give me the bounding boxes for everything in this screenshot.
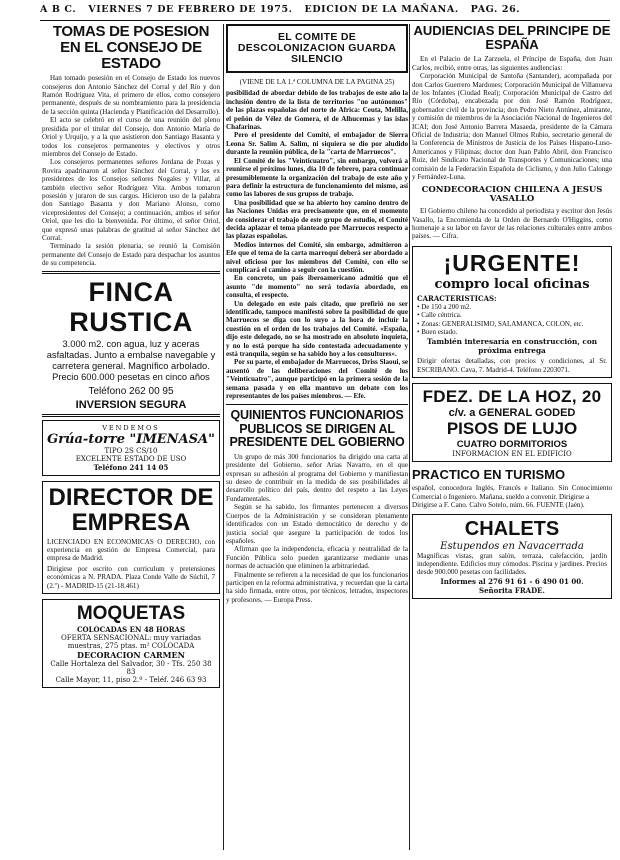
paragraph: Según se ha sabido, los firmantes pertenecen a diversos Cuerpos de la Administración y se consideran plenamente identificados con un Estado democrático de derecho y de justicia social que asegure la participación de todos los españoles. <box>226 503 408 545</box>
ad-title: FINCA RUSTICA <box>69 276 193 337</box>
ad-model: TIPO 2S CS/10 <box>104 446 158 455</box>
ad-chalets <box>412 514 612 599</box>
ad-address: Calle Hortaleza del Salvador, 30 - Tfs. 250 38 83 <box>50 660 212 677</box>
ad-pisos: PISOS DE LUJO <box>446 419 578 439</box>
paragraph: Afirman que la independencia, eficacia y neutralidad de la Función Pública solo pueden garantizarse mediante unas normas de actuación que eliminen la arbitrariedad. <box>226 545 408 571</box>
headline: EL COMITE DE DESCOLONIZACION GUARDA SILENCIO <box>237 31 397 66</box>
ad-address: Calle Mayor, 11, piso 2.º - Teléf. 246 63 93 <box>55 676 207 685</box>
boxed-headline <box>226 24 408 73</box>
ad-body: Magníficas vistas, gran salón, terraza, calefacción, jardín independiente. Edificios muy cómodos. Piscina y jardines. Precios desde 900.000 pesetas con facilidades. <box>417 551 607 577</box>
list-item: • De 150 a 200 m2. <box>417 302 472 311</box>
ad-practico <box>412 467 612 509</box>
list-item: • Zonas: GENERALISIMO, SALAMANCA, COLON, etc. <box>417 319 584 328</box>
ad-director <box>42 481 220 594</box>
ad-body: LICENCIADO EN ECONOMICAS O DERECHO, con experiencia en gestión de Empresa Comercial, para empresa de Madrid. <box>47 537 215 563</box>
list-item: • Calle céntrica. <box>417 311 462 320</box>
ad-title: FDEZ. DE LA HOZ, 20 <box>422 387 602 407</box>
article-condecoracion <box>412 186 612 240</box>
article-posesion <box>42 24 220 268</box>
paragraph: Pero el presidente del Comité, el embajador de Sierra Leona Sr. Salim A. Salim, ni siquiera se dio por aludido durante la reunión pública, de la "carta de Marruecos". <box>226 131 408 157</box>
ad-note: También interesaría en construcción, con próxima entrega <box>426 337 598 355</box>
ad-finca-rustica <box>42 277 220 411</box>
ad-corner: c/v. a GENERAL GODED <box>448 407 576 420</box>
article-audiencias <box>412 24 612 181</box>
ad-phone: Teléfono 241 14 05 <box>93 462 169 472</box>
paragraph: El Comité de los "Veinticuatro", sin embargo, volverá a reunirse el próximo lunes, día 10 de febrero, para continuar presumiblemente la organización del trabajo de este año y para definir la estructura de funcionamiento del mismo, así como las labores de sus grupos de trabajo. <box>226 156 408 199</box>
ad-title: CHALETS <box>464 517 560 540</box>
ad-dorm: CUATRO DORMITORIOS <box>456 439 568 451</box>
paragraph: El acto se celebró en el curso de una reunión del pleno presidida por el titular del Consejo, don Antonio María de Oriol y Urquijo, y a la que asistieron don Santiago Basanta y todos los consejeros permanentes y electivos y otros miembros del Consejo de Estado. <box>42 116 220 158</box>
ad-title: MOQUETAS <box>76 603 186 625</box>
headline: TOMAS DE POSESION EN EL CONSEJO DE ESTADO <box>52 24 210 72</box>
divider <box>226 404 408 405</box>
ad-tag: INVERSION SEGURA <box>75 398 187 411</box>
paragraph: Corporación Municipal de Santoña (Santander), acompañada por don Carlos Guerrero Mardones; Corporación Municipal de Villanueva de los Infantes (Ciudad Real); Corporación Municipal de Castro del Río (Córdoba), encabezada por don José Ramón Rodríguez, gobernador civil de la provincia; don Pedro Nieto Antúnez, almirante, y comisión de miembros de la Asociación Nacional de Ingenieros del ICAI; don José Antonio Barrera Masaeda, presidente de la Cámara Oficial de Industria; don Manuel Olmos Rubio, secretario general de la Conferencia de Ministros de Justicia de los Países Hispano-Luso-Americanos y Filipinas; doctor don Juan Pablo Abril, don Francisco Ruiz, del Sindicato Nacional de Transportes y Comunicaciones; una comisión de la Federación Española de Ciclismo, y don Julio Calonge y Fernández-Luna. <box>412 72 612 181</box>
ad-phone: Teléfono 262 00 95 <box>88 385 174 397</box>
paragraph: El Gobierno chileno ha concedido al periodista y escritor don Jesús Vasallo, la Encomienda de la Orden de Bernardo O'Higgins, como homenaje a su labor en favor de las relaciones culturales entre ambos países. — Cifra. <box>412 207 612 241</box>
paragraph: En el Palacio de La Zarzuela, el Príncipe de España, don Juan Carlos, recibió, entre otras, las siguientes audiencias: <box>412 55 612 72</box>
paragraph: Terminado la sesión plenaria, se reunió la Comisión permanente del Consejo de Estado para despachar los asuntos de su competencia. <box>42 242 220 268</box>
ad-contact: Dirigirse por escrito con curriculum y pretensiones económicas a N. PRADA. Plaza Conde Valle de Súchil, 7 (2.º) - MADRID-15 (21-18.461) <box>47 564 215 590</box>
paragraph: Han tomado posesión en el Consejo de Estado los nuevos consejeros don Antonio Sánchez del Corral y del Río y don Ramón Rodríguez Vita, el primero de ellos, como consejero permanente, después de su nombramiento para la presidencia de la sección quinta (Hacienda y Planificación del Desarrollo). <box>42 74 220 116</box>
ad-state: EXCELENTE ESTADO DE USO <box>75 454 187 463</box>
paragraph: posibilidad de abordar debido de los trabajos de este año la inclusión dentro de la lista de territorios "no autónomos" de las plazas españolas del norte de Africa: Ceuta, Melilla, el peñón de Vélez de Gomera, el de Alhucemas y las islas Chafarinas. <box>226 89 408 132</box>
ad-urgente <box>412 246 612 378</box>
ad-subtitle: compro local oficinas <box>434 276 590 292</box>
ad-title: ¡URGENTE! <box>443 249 581 276</box>
ad-fdez-hoz <box>412 383 612 462</box>
ad-info: INFORMACION EN EL EDIFICIO <box>452 450 572 459</box>
column-divider <box>223 24 224 850</box>
column-divider <box>409 24 410 850</box>
ad-body: español, conocedora Inglés, Francés e Italiano. Sin Conocimiento Comercial o Ingeniero. Mañana, sueldo a convenir. Dirigirse a <box>412 484 612 501</box>
ad-kicker: VENDEMOS <box>102 423 160 432</box>
ad-contact: Dirigirse a F. Cano. Calvo Sotelo, núm. 66. FUENTE (Jaén). <box>412 501 585 510</box>
ad-title: Grúa-torre "IMENASA" <box>47 431 215 447</box>
paragraph: Un delegado en este país citado, que prefirió no ser identificado, tampoco manifestó sobre la posibilidad de que Marruecos se diga con lo suyo a la hora de incluir la cuestión en el orden de los trabajos del Comité. «España, dijo este delegado, no se ha mostrado en absoluto inquieta, y no lo está porque ha sido contestada adecuadamente y está tranquila, según se ha sabido hoy a los consultores». <box>226 299 408 359</box>
ad-moquetas <box>42 599 220 688</box>
ad-contact: Dirigir ofertas detalladas, con precios y condiciones, al Sr. ESCRIBANO. Cava, 7. Madrid-4. Teléfono 2203071. <box>417 357 607 374</box>
paragraph: En concreto, un país iberoamericano admitió que el asunto "de momento" no será todavía abordado, en consulta, el respecto. <box>226 274 408 300</box>
ad-firm: Señorita FRADE. <box>479 585 545 595</box>
ad-subtitle: Estupendos en Navacerrada <box>440 540 584 552</box>
ad-label: CARACTERISTICAS: <box>417 293 497 303</box>
ad-phone: Informes al 276 91 61 - 6 490 01 00. <box>440 576 584 586</box>
paragraph: Finalmente se refieren a la necesidad de que los funcionarios participen en la reforma administrativa, y recuerdan que la carta ha sido firmada, entre otros, por técnicos, letrados, inspectores y profesores. — Europa Press. <box>226 570 408 604</box>
ad-title: PRACTICO EN TURISMO <box>412 467 566 483</box>
paragraph: Una posibilidad que se ha abierto hoy camino dentro de las Naciones Unidas era precisamente que, en el momento de considerar el trabajo de este grupo de estudio, el Comité decida aplazar el tema planteado por Marruecos respecto a las plazas españolas. <box>226 198 408 241</box>
continuation-note: (VIENE DE LA 1.ª COLUMNA DE LA PAGINA 25) <box>239 78 395 87</box>
column-left <box>42 24 220 852</box>
headline: AUDIENCIAS DEL PRINCIPE DE ESPAÑA <box>413 24 611 52</box>
column-center <box>226 24 408 852</box>
header-rule <box>40 20 610 21</box>
list-item: • Buen estado. <box>417 328 458 337</box>
divider <box>42 414 220 417</box>
paragraph: Medios internos del Comité, sin embargo, admitieron a Efe que el tema de la carta marroquí deberá ser abordado a nivel oficioso por los miembros del Comité, con ello se complicará el camino a seguir con la cuestión. <box>226 240 408 274</box>
headline: QUINIENTOS FUNCIONARIOS PUBLICOS SE DIRIGEN AL PRESIDENTE DEL GOBIERNO <box>229 408 405 449</box>
column-right <box>412 24 612 852</box>
masthead: A B C. <box>40 4 77 15</box>
page-header <box>40 4 600 20</box>
date: VIERNES 7 DE FEBRERO DE 1975. <box>88 4 293 15</box>
page-number: PAG. 26. <box>470 4 521 15</box>
headline: CONDECORACION CHILENA A JESUS VASALLO <box>421 185 603 205</box>
paragraph: Por su parte, el embajador de Marruecos, Driss Slaoui, se ausentó de las deliberaciones del Comité de los "Veinticuatro", aunque participó en la primera sesión de la semana pasada y en ella mantuvo un debate con los representantes de los países miembros. — Efe. <box>226 358 408 401</box>
ad-body: 3.000 m2. con agua, luz y aceras asfaltadas. Junto a embalse navegable y carretera general. Magnífico arbolado. Precio 600.000 pesetas en cinco años <box>46 338 216 382</box>
ad-line: OFERTA SENSACIONAL: muy variadas muestras, 275 ptas. m² COLOCADA <box>60 634 202 651</box>
ad-brand: DECORACION CARMEN <box>77 650 185 661</box>
edition: EDICION DE LA MAÑANA. <box>304 4 459 15</box>
divider <box>42 271 220 274</box>
paragraph: Los consejeros permanentes señores Jordana de Pozas y Rovira apadrinaron al señor Sánchez del Corral, y los ex presidentes de los Consejos señores Nogales y Villar, al también electivo señor Rodríguez Vita. Ambos tomaron posesión y juraron de sus cargos. Hicieron uso de la palabra don Santiago Basanta y don Mariano Alonso, como vicepresidentes del Consejo; a continuación, ambos el señor Oriol, que les dio la bienvenida. Por último, el señor Oriol, que expresó unas palabras de gratitud al señor Sánchez del Corral. <box>42 158 220 242</box>
ad-title: DIRECTOR DE EMPRESA <box>48 483 214 536</box>
ad-grua <box>42 420 220 476</box>
ad-line: COLOCADAS EN 48 HORAS <box>76 625 186 635</box>
paragraph: Un grupo de más 300 funcionarios ha dirigido una carta al presidente del Gobierno, señor Arias Navarro, en el que expresan su adhesión al programa del Gobierno y manifiestan su deseo de contribuir en la medida de sus posibilidades al desarrollo político del país, dentro del respeto a las Leyes Fundamentales. <box>226 452 408 503</box>
ad-list <box>417 303 607 337</box>
